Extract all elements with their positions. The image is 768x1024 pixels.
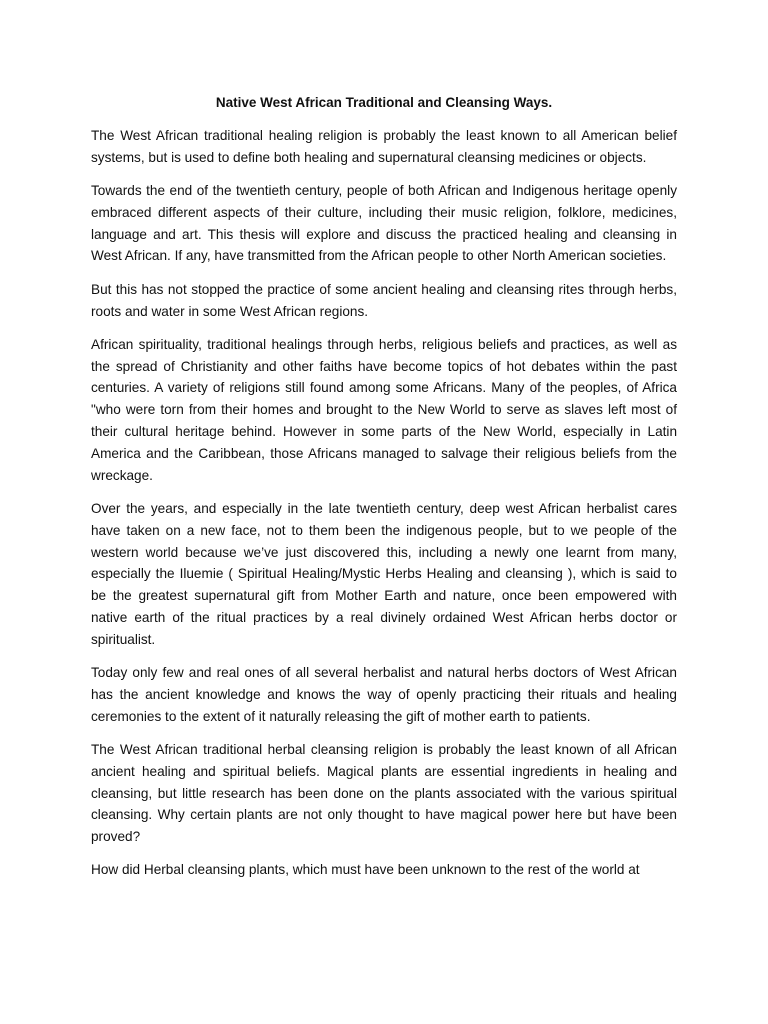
paragraph-8: How did Herbal cleansing plants, which must have been unknown to the rest of the world at [91, 862, 640, 878]
document-title: Native West African Traditional and Cleansing Ways. [215, 95, 553, 110]
paragraph-3: But this has not stopped the practice of some ancient healing and cleansing rites through herbs, roots and water in some West African regions. [91, 281, 677, 319]
paragraph-7: The West African traditional herbal cleansing religion is probably the least known of all African ancient healing and spiritual beliefs. Magical plants are essential ingredients in healing and cleansing, but little research has been done on the plants associated with the various spiritual cleansing. Why certain plants are not only thought to have magical power here but have been proved? [91, 741, 677, 845]
paragraph-6: Today only few and real ones of all several herbalist and natural herbs doctors of West African has the ancient knowledge and knows the way of openly practicing their rituals and healing ceremonies to the extent of it naturally releasing the gift of mother earth to patients. [91, 665, 677, 724]
paragraph-4: African spirituality, traditional healings through herbs, religious beliefs and practices, as well as the spread of Christianity and other faiths have become topics of hot debates within the past centuries. A variety of religions still found among some Africans. Many of the peoples, of Africa "who were torn from their homes and brought to the New World to serve as slaves left most of their cultural heritage behind. However in some parts of the New World, especially in Latin America and the Caribbean, those Africans managed to salvage their religious beliefs from the wreckage. [91, 336, 677, 483]
paragraph-5: Over the years, and especially in the late twentieth century, deep west African herbalist cares have taken on a new face, not to them been the indigenous people, but to we people of the western world because we’ve just discovered this, including a newly one learnt from many, especially the Iluemie ( Spiritual Healing/Mystic Herbs Healing and cleansing ), which is said to be the greatest supernatural gift from Mother Earth and nature, once been empowered with native earth of the ritual practices by a real divinely ordained West African herbs doctor or spiritualist. [91, 500, 677, 647]
paragraph-2: Towards the end of the twentieth century, people of both African and Indigenous heritage openly embraced different aspects of their culture, including their music religion, folklore, medicines, language and art. This thesis will explore and discuss the practiced healing and cleansing in West African. If any, have transmitted from the African people to other North American societies. [91, 183, 677, 264]
document-page [91, 94, 677, 881]
paragraph-1: The West African traditional healing religion is probably the least known to all American belief systems, but is used to define both healing and supernatural cleansing medicines or objects. [91, 128, 677, 165]
